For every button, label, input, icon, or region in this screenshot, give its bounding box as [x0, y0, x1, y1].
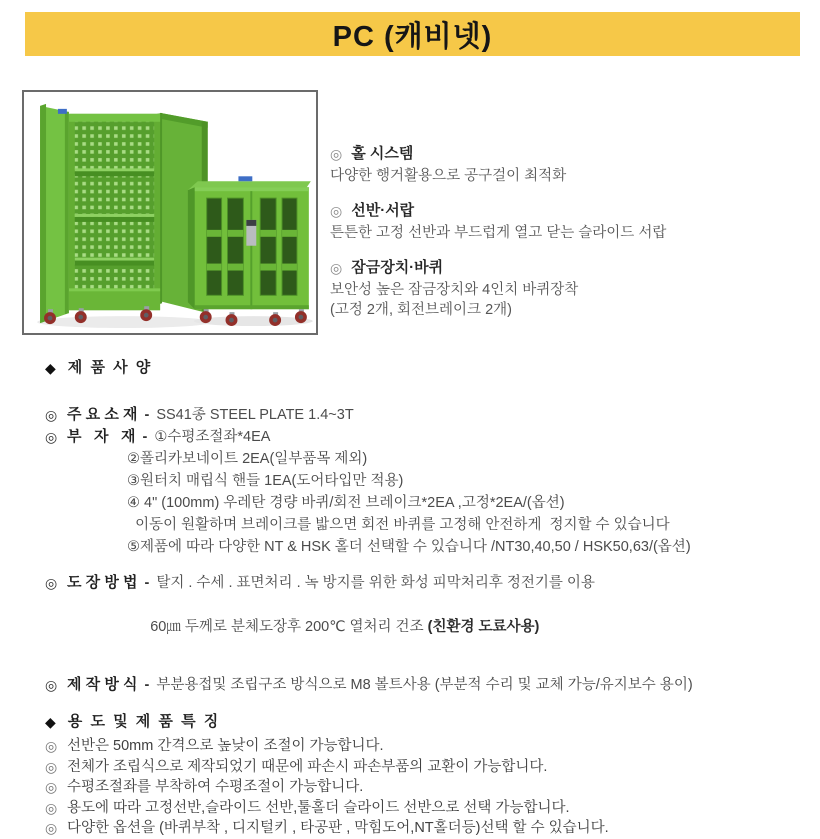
section-product-spec: [45, 358, 805, 378]
feature-desc: 다양한 행거활용으로 공구걸이 최적화: [330, 168, 567, 184]
spec-value: SS41종 STEEL PLATE 1.4~3T: [156, 407, 354, 423]
ring-bullet-icon: ◎: [45, 738, 58, 754]
usage-text: 다양한 옵션을 (바퀴부착 , 디지털키 , 타공판 , 막힘도어,NT홀더등)선택 할 수 있습니다.: [67, 820, 609, 836]
usage-text: 수평조절좌를 부착하여 수평조절이 가능합니다.: [67, 779, 364, 795]
ring-bullet-icon: ◎: [330, 203, 343, 219]
feature-shelf-drawer: [330, 202, 805, 243]
ring-bullet-icon: ◎: [330, 146, 343, 162]
page-title: PC (캐비넷): [332, 20, 493, 53]
section-title: 제 품 사 양: [67, 359, 153, 376]
diamond-marker-icon: ◆: [45, 360, 56, 376]
ring-bullet-icon: ◎: [45, 429, 58, 445]
spec-content: [45, 358, 805, 839]
spec-value: 부분용접및 조립구조 방식으로 M8 볼트사용 (부분적 수리 및 교체 가능/유지보수 용이): [156, 677, 693, 693]
feature-title: 홀 시스템: [351, 145, 414, 162]
diamond-marker-icon: ◆: [45, 714, 56, 730]
usage-item: [45, 736, 805, 757]
spec-label: 도 장 방 법: [67, 574, 138, 591]
spec-painting-text: 60㎛ 두께로 분체도장후 200℃ 열처리 건조: [150, 619, 428, 635]
spec-parts-line: 이동이 원활하며 브레이크를 밟으면 회전 바퀴를 고정해 안전하게 정지할 수 있습니다: [127, 517, 670, 533]
usage-item: [45, 777, 805, 798]
feature-desc: (고정 2개, 회전브레이크 2개): [330, 302, 512, 318]
spec-parts-line: ④ 4" (100mm) 우레탄 경량 바퀴/회전 브레이크*2EA ,고정*2EA/(옵션): [127, 495, 565, 511]
spec-parts-line: ⑤제품에 따라 다양한 NT & HSK 홀더 선택할 수 있습니다 /NT30,40,50 / HSK50,63/(옵션): [127, 539, 691, 555]
ring-bullet-icon: ◎: [45, 820, 58, 836]
section-usage-features: [45, 712, 805, 732]
cabinet-product-image: [25, 93, 315, 332]
spec-row-painting: [45, 572, 805, 594]
ring-bullet-icon: ◎: [330, 260, 343, 276]
feature-desc: 보안성 높은 잠금장치와 4인치 바퀴장착: [330, 282, 579, 298]
spec-rows: [45, 404, 805, 696]
spec-parts-line: ③원터치 매립식 핸들 1EA(도어타입만 적용): [127, 473, 404, 489]
spec-parts-line: ②폴리카보네이트 2EA(일부품목 제외): [127, 451, 368, 467]
ring-bullet-icon: ◎: [45, 575, 58, 591]
usage-text: 용도에 따라 고정선반,슬라이드 선반,툴홀더 슬라이드 선반으로 선택 가능합니다.: [67, 799, 570, 816]
feature-lock-wheel: [330, 259, 805, 320]
usage-item: [45, 757, 805, 778]
spec-label: 주 요 소 재: [67, 406, 138, 423]
title-banner: [25, 12, 800, 56]
spec-value: ①수평조절좌*4EA: [154, 429, 271, 445]
dash-separator: -: [142, 429, 148, 445]
feature-title: 선반·서랍: [351, 202, 415, 219]
spec-row-construction: [45, 674, 805, 696]
ring-bullet-icon: ◎: [45, 407, 58, 423]
dash-separator: -: [144, 575, 150, 591]
eco-paint-note: (친환경 도료사용): [427, 619, 540, 635]
spec-row-parts: [45, 426, 805, 448]
ring-bullet-icon: ◎: [45, 758, 58, 775]
spec-label: 제 작 방 식: [67, 676, 138, 693]
ring-bullet-icon: ◎: [45, 677, 58, 693]
dash-separator: -: [144, 407, 150, 423]
usage-item: [45, 818, 805, 839]
usage-text: 선반은 50mm 간격으로 높낮이 조절이 가능합니다.: [67, 738, 384, 754]
spec-row-material: [45, 404, 805, 426]
usage-item: [45, 798, 805, 819]
product-image-frame: [22, 90, 318, 335]
usage-list: [45, 736, 805, 839]
ring-bullet-icon: ◎: [45, 779, 58, 795]
ring-bullet-icon: ◎: [45, 799, 58, 816]
feature-hole-system: [330, 145, 805, 186]
brand-label-sticker: [58, 109, 67, 114]
spec-value: 탈지 . 수세 . 표면처리 . 녹 방지를 위한 화성 피막처리후 정전기를 이용: [156, 575, 595, 591]
section-title: 용 도 및 제 품 특 징: [67, 713, 221, 730]
spec-painting-line: [118, 594, 805, 660]
lock-handle: [246, 220, 256, 246]
feature-title: 잠금장치·바퀴: [351, 259, 444, 276]
feature-desc: 튼튼한 고정 선반과 부드럽게 열고 닫는 슬라이드 서랍: [330, 225, 667, 241]
brand-label-sticker: [238, 176, 252, 181]
feature-list: [330, 145, 805, 336]
spec-label: 부 자 재: [67, 428, 136, 445]
dash-separator: -: [144, 677, 150, 693]
usage-text: 전체가 조립식으로 제작되었기 때문에 파손시 파손부품의 교환이 가능합니다.: [67, 758, 548, 775]
